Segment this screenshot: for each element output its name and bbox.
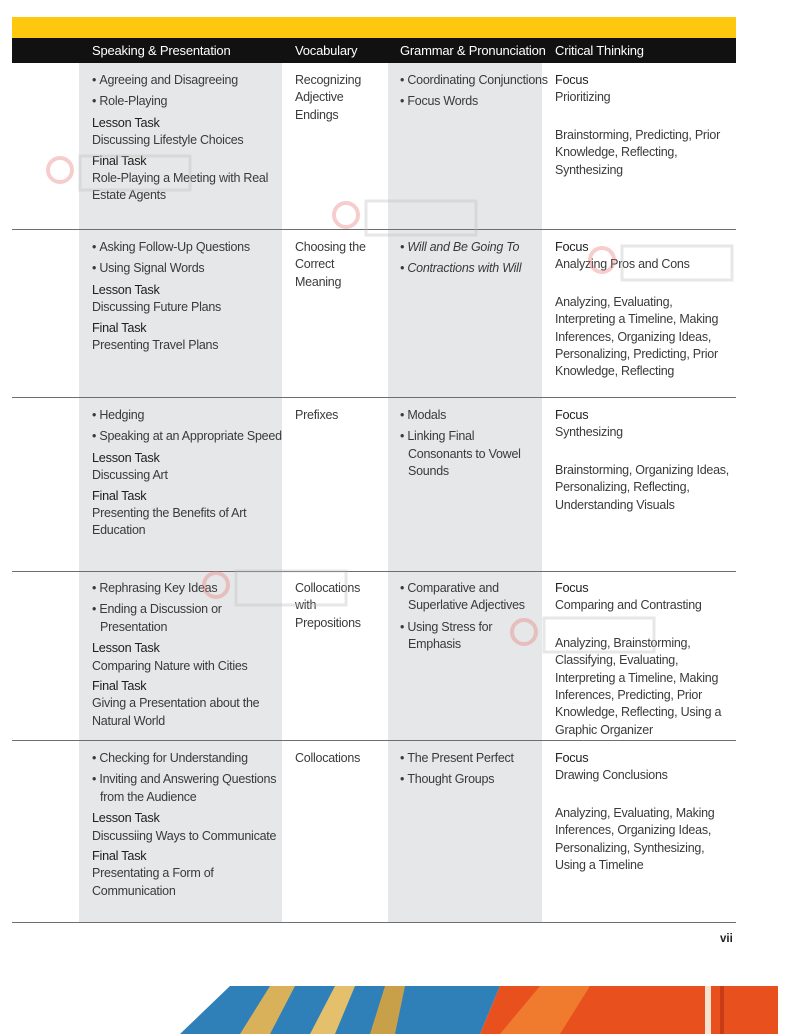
final-task: Presentating a Form of Communication (92, 866, 214, 898)
vocabulary-cell: Recognizing Adjective Endings (295, 73, 362, 122)
final-task: Presenting Travel Plans (92, 338, 219, 353)
speaking-bullet: • Role-Playing (92, 93, 288, 110)
grammar-bullet: • Modals (400, 407, 530, 424)
speaking-bullet: • Ending a Discussion or Presentation (92, 601, 278, 636)
vocabulary-cell: Collocations (295, 751, 361, 765)
decorative-photo-strip (120, 986, 778, 1034)
grammar-cell (400, 407, 530, 485)
header-speaking: Speaking & Presentation (92, 43, 231, 58)
lesson-task: Discussiing Ways to Communicate (92, 828, 277, 843)
grammar-bullet: • Comparative and Superlative Adjectives (400, 580, 540, 615)
row-divider (12, 571, 736, 572)
speaking-bullet: • Inviting and Answering Questions from the Audience (92, 771, 284, 806)
final-task-label: Final Task (92, 320, 147, 335)
focus-skill: Drawing Conclusions (555, 768, 668, 783)
speaking-bullet: • Speaking at an Appropriate Speed (92, 428, 288, 445)
final-task: Giving a Presentation about the Natural World (92, 696, 260, 728)
speaking-bullet: • Agreeing and Disagreeing (92, 72, 288, 89)
focus-label: Focus (555, 408, 589, 422)
grammar-bullet: • Thought Groups (400, 771, 548, 788)
final-task: Role-Playing a Meeting with Real Estate Agents (92, 171, 269, 203)
speaking-bullet: • Rephrasing Key Ideas (92, 580, 278, 597)
speaking-cell (92, 750, 284, 903)
final-task-label: Final Task (92, 488, 147, 503)
final-task-label: Final Task (92, 679, 147, 694)
vocabulary-cell: Choosing the Correct Meaning (295, 240, 366, 289)
speaking-cell (92, 239, 288, 357)
page-number: vii (720, 933, 733, 945)
focus-skill: Prioritizing (555, 90, 611, 105)
lesson-task-label: Lesson Task (92, 811, 160, 826)
vocabulary-cell: Collocations with Prepositions (295, 581, 361, 630)
lesson-task-label: Lesson Task (92, 450, 160, 465)
grammar-column-shade (388, 63, 542, 923)
focus-label: Focus (555, 73, 589, 87)
skills-list: Analyzing, Evaluating, Interpreting a Timeline, Making Inferences, Organizing Ideas, Personalizing, Predicting, Prior Knowledge, Reflecting (555, 294, 719, 379)
focus-label: Focus (555, 581, 589, 595)
final-task-label: Final Task (92, 849, 147, 864)
lesson-task: Discussing Art (92, 468, 168, 483)
focus-skill: Analyzing Pros and Cons (555, 257, 690, 272)
skills-list: Brainstorming, Predicting, Prior Knowledge, Reflecting, Synthesizing (555, 127, 720, 177)
grammar-bullet: • Will and Be Going To (400, 239, 548, 256)
skills-list: Brainstorming, Organizing Ideas, Personalizing, Reflecting, Understanding Visuals (555, 462, 730, 512)
critical-thinking-cell (555, 750, 731, 874)
watermark-logo (508, 612, 668, 662)
speaking-bullet: • Checking for Understanding (92, 750, 284, 767)
vocabulary-cell: Prefixes (295, 408, 339, 422)
grammar-bullet: • Contractions with Will (400, 260, 548, 277)
lesson-task: Discussing Future Plans (92, 300, 222, 315)
critical-thinking-cell (555, 407, 731, 514)
speaking-cell (92, 407, 288, 543)
grammar-bullet: • Coordinating Conjunctions (400, 72, 548, 89)
final-task-label: Final Task (92, 153, 147, 168)
focus-skill: Comparing and Contrasting (555, 598, 702, 613)
lesson-task-label: Lesson Task (92, 115, 160, 130)
final-task: Presenting the Benefits of Art Education (92, 506, 247, 538)
accent-band (12, 17, 736, 38)
watermark-logo (200, 565, 360, 615)
speaking-bullet: • Hedging (92, 407, 288, 424)
header-vocabulary: Vocabulary (295, 43, 358, 58)
watermark-logo (44, 150, 204, 200)
grammar-bullet: • The Present Perfect (400, 750, 548, 767)
focus-label: Focus (555, 240, 589, 254)
grammar-bullet: • Focus Words (400, 93, 548, 110)
focus-label: Focus (555, 751, 589, 765)
table-header (12, 38, 736, 63)
header-grammar: Grammar & Pronunciation (400, 43, 546, 58)
watermark-logo (330, 195, 490, 245)
focus-skill: Synthesizing (555, 425, 623, 440)
grammar-cell (400, 72, 548, 115)
critical-thinking-cell (555, 72, 731, 179)
header-critical-thinking: Critical Thinking (555, 43, 644, 58)
grammar-cell (400, 239, 548, 282)
lesson-task: Discussing Lifestyle Choices (92, 133, 244, 148)
skills-list: Analyzing, Evaluating, Making Inferences, Organizing Ideas, Personalizing, Synthesizing, Using a Timeline (555, 805, 715, 873)
speaking-bullet: • Using Signal Words (92, 260, 288, 277)
speaking-bullet: • Asking Follow-Up Questions (92, 239, 288, 256)
row-divider (12, 397, 736, 398)
lesson-task: Comparing Nature with Cities (92, 658, 248, 673)
grammar-bullet: • Linking Final Consonants to Vowel Sounds (400, 428, 530, 480)
skills-list: Analyzing, Brainstorming, Classifying, Evaluating, Interpreting a Timeline, Making Inferences, Predicting, Prior Knowledge, Reflecting, Using a Graphic Organizer (555, 635, 722, 737)
lesson-task-label: Lesson Task (92, 641, 160, 656)
grammar-bullet: • Using Stress for Emphasis (400, 619, 540, 654)
grammar-cell (400, 750, 548, 793)
row-divider (12, 740, 736, 741)
row-divider (12, 922, 736, 923)
lesson-task-label: Lesson Task (92, 282, 160, 297)
watermark-logo (586, 240, 746, 290)
